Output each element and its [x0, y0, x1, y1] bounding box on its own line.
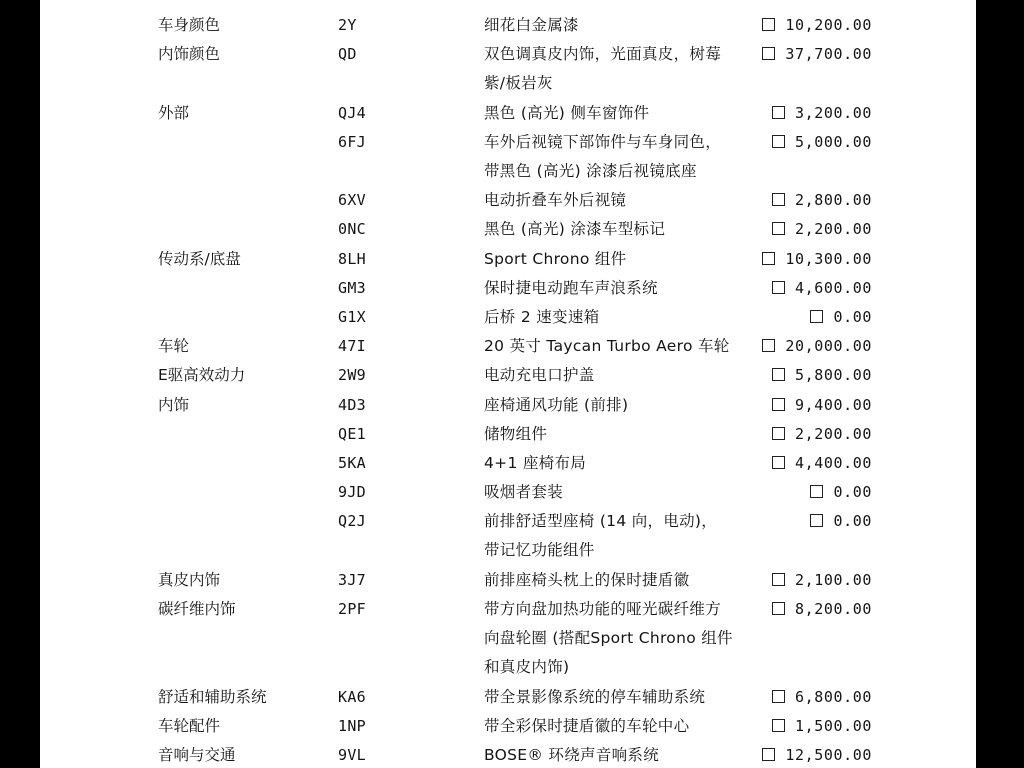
option-description: 双色调真皮内饰，光面真皮，树莓 紫/板岩灰 — [484, 45, 722, 93]
checkbox[interactable] — [810, 310, 823, 323]
option-price-cell — [772, 420, 872, 449]
checkbox[interactable] — [762, 339, 775, 352]
option-price: 2,200.00 — [794, 424, 872, 443]
option-category: E驱高效动力 — [158, 366, 246, 385]
option-row — [40, 712, 976, 741]
option-price-cell — [772, 128, 872, 157]
checkbox[interactable] — [772, 427, 785, 440]
checkbox[interactable] — [772, 398, 785, 411]
option-category: 传动系/底盘 — [158, 249, 241, 268]
option-description: 20 英寸 Taycan Turbo Aero 车轮 — [484, 337, 730, 356]
option-price-cell — [810, 507, 872, 536]
checkbox[interactable] — [772, 690, 785, 703]
option-description: 电动充电口护盖 — [484, 366, 595, 385]
option-price-cell — [772, 186, 872, 215]
option-description: Sport Chrono 组件 — [484, 249, 627, 268]
option-code: KA6 — [338, 687, 366, 706]
option-price: 0.00 — [833, 308, 872, 326]
option-description: 细花白金属漆 — [484, 16, 579, 34]
option-row — [40, 391, 976, 420]
option-row — [40, 507, 976, 565]
option-code: 2PF — [338, 600, 366, 618]
option-row — [40, 128, 976, 186]
option-price: 1,500.00 — [794, 716, 872, 735]
option-description: 黑色 (高光) 涂漆车型标记 — [484, 220, 666, 239]
option-code: 6FJ — [338, 132, 366, 151]
option-row — [40, 332, 976, 361]
option-row — [40, 40, 976, 98]
option-code: Q2J — [338, 512, 366, 531]
option-row — [40, 11, 976, 40]
option-price-cell — [762, 741, 872, 768]
option-price: 5,800.00 — [794, 366, 872, 385]
option-price-cell — [772, 274, 872, 303]
option-row — [40, 595, 976, 683]
option-category: 车轮配件 — [158, 716, 221, 735]
option-row — [40, 245, 976, 274]
option-description: 4+1 座椅布局 — [484, 454, 587, 472]
option-category: 真皮内饰 — [158, 570, 221, 589]
option-description: 带方向盘加热功能的哑光碳纤维方 向盘轮圈 (搭配Sport Chrono 组件 和真皮内饰) — [484, 600, 733, 676]
option-price: 10,200.00 — [785, 16, 872, 34]
option-price: 2,100.00 — [794, 570, 872, 589]
option-row — [40, 215, 976, 244]
option-row — [40, 274, 976, 303]
option-code: QJ4 — [338, 103, 366, 122]
checkbox[interactable] — [810, 485, 823, 498]
option-code: 47I — [338, 337, 366, 356]
option-description: 后桥 2 速变速箱 — [484, 308, 600, 326]
option-price: 37,700.00 — [785, 45, 872, 64]
option-description: 黑色 (高光) 侧车窗饰件 — [484, 103, 650, 122]
option-price-cell — [772, 566, 872, 595]
option-category: 车轮 — [158, 337, 190, 356]
option-description: 吸烟者套装 — [484, 483, 564, 502]
option-price: 2,800.00 — [794, 191, 872, 210]
option-description: 储物组件 — [484, 424, 548, 443]
option-price-cell — [762, 11, 872, 40]
option-code: GM3 — [338, 278, 366, 297]
checkbox[interactable] — [772, 573, 785, 586]
option-description: 电动折叠车外后视镜 — [484, 191, 627, 210]
option-list-page — [40, 0, 976, 768]
option-description: 座椅通风功能 (前排) — [484, 395, 629, 414]
checkbox[interactable] — [810, 514, 823, 527]
option-price: 4,400.00 — [794, 454, 872, 472]
checkbox[interactable] — [772, 135, 785, 148]
option-price-cell — [772, 215, 872, 244]
option-description: 前排座椅头枕上的保时捷盾徽 — [484, 570, 690, 589]
option-code: G1X — [338, 308, 366, 326]
option-price: 8,200.00 — [794, 600, 872, 618]
option-row — [40, 361, 976, 390]
option-code: 8LH — [338, 249, 366, 268]
option-code: 9JD — [338, 483, 366, 502]
checkbox[interactable] — [762, 47, 775, 60]
checkbox[interactable] — [772, 602, 785, 615]
option-code: 2W9 — [338, 366, 366, 385]
option-code: 5KA — [338, 454, 366, 472]
option-description: 带全彩保时捷盾徽的车轮中心 — [484, 716, 690, 735]
option-category: 舒适和辅助系统 — [158, 687, 267, 706]
option-price-cell — [762, 245, 872, 274]
option-price-cell — [772, 99, 872, 128]
option-price: 5,000.00 — [794, 132, 872, 151]
option-price-cell — [772, 683, 872, 712]
option-category: 内饰 — [158, 395, 190, 414]
option-price: 10,300.00 — [785, 249, 872, 268]
checkbox[interactable] — [772, 456, 785, 469]
option-price-cell — [762, 40, 872, 69]
option-price: 0.00 — [833, 512, 872, 531]
option-price-cell — [810, 303, 872, 332]
option-row — [40, 303, 976, 332]
option-price: 4,600.00 — [794, 278, 872, 297]
option-price: 20,000.00 — [785, 337, 872, 356]
option-row — [40, 566, 976, 595]
option-price: 12,500.00 — [785, 746, 872, 764]
option-price-cell — [772, 712, 872, 741]
option-code: 1NP — [338, 716, 366, 735]
option-price: 6,800.00 — [794, 687, 872, 706]
option-code: QE1 — [338, 424, 366, 443]
option-code: 3J7 — [338, 570, 366, 589]
option-price: 3,200.00 — [794, 103, 872, 122]
checkbox[interactable] — [772, 719, 785, 732]
option-description: BOSE® 环绕声音响系统 — [484, 746, 660, 764]
checkbox[interactable] — [772, 106, 785, 119]
option-description: 车外后视镜下部饰件与车身同色， 带黑色 (高光) 涂漆后视镜底座 — [484, 132, 722, 180]
option-price: 0.00 — [833, 483, 872, 502]
option-row — [40, 683, 976, 712]
option-code: 4D3 — [338, 395, 366, 414]
option-code: QD — [338, 45, 357, 64]
checkbox[interactable] — [772, 193, 785, 206]
option-price: 9,400.00 — [794, 395, 872, 414]
option-row — [40, 186, 976, 215]
option-price-cell — [772, 595, 872, 624]
checkbox[interactable] — [762, 18, 775, 31]
option-description: 保时捷电动跑车声浪系统 — [484, 278, 658, 297]
option-price: 2,200.00 — [794, 220, 872, 239]
option-category: 外部 — [158, 103, 190, 122]
option-code: 0NC — [338, 220, 366, 239]
checkbox[interactable] — [772, 281, 785, 294]
option-description: 前排舒适型座椅 (14 向，电动)， 带记忆功能组件 — [484, 512, 718, 560]
checkbox[interactable] — [772, 222, 785, 235]
option-row — [40, 741, 976, 768]
checkbox[interactable] — [772, 368, 785, 381]
option-row — [40, 420, 976, 449]
option-category: 内饰颜色 — [158, 45, 221, 64]
option-code: 9VL — [338, 746, 366, 764]
checkbox[interactable] — [762, 252, 775, 265]
option-row — [40, 449, 976, 478]
option-row — [40, 478, 976, 507]
option-code: 2Y — [338, 16, 357, 34]
option-category: 音响与交通 — [158, 746, 236, 764]
option-code: 6XV — [338, 191, 366, 210]
option-description: 带全景影像系统的停车辅助系统 — [484, 687, 706, 706]
option-price-cell — [762, 332, 872, 361]
option-category: 车身颜色 — [158, 16, 221, 34]
option-price-cell — [810, 478, 872, 507]
option-price-cell — [772, 361, 872, 390]
option-price-cell — [772, 449, 872, 478]
option-row — [40, 99, 976, 128]
checkbox[interactable] — [762, 748, 775, 761]
option-category: 碳纤维内饰 — [158, 600, 236, 618]
option-price-cell — [772, 391, 872, 420]
